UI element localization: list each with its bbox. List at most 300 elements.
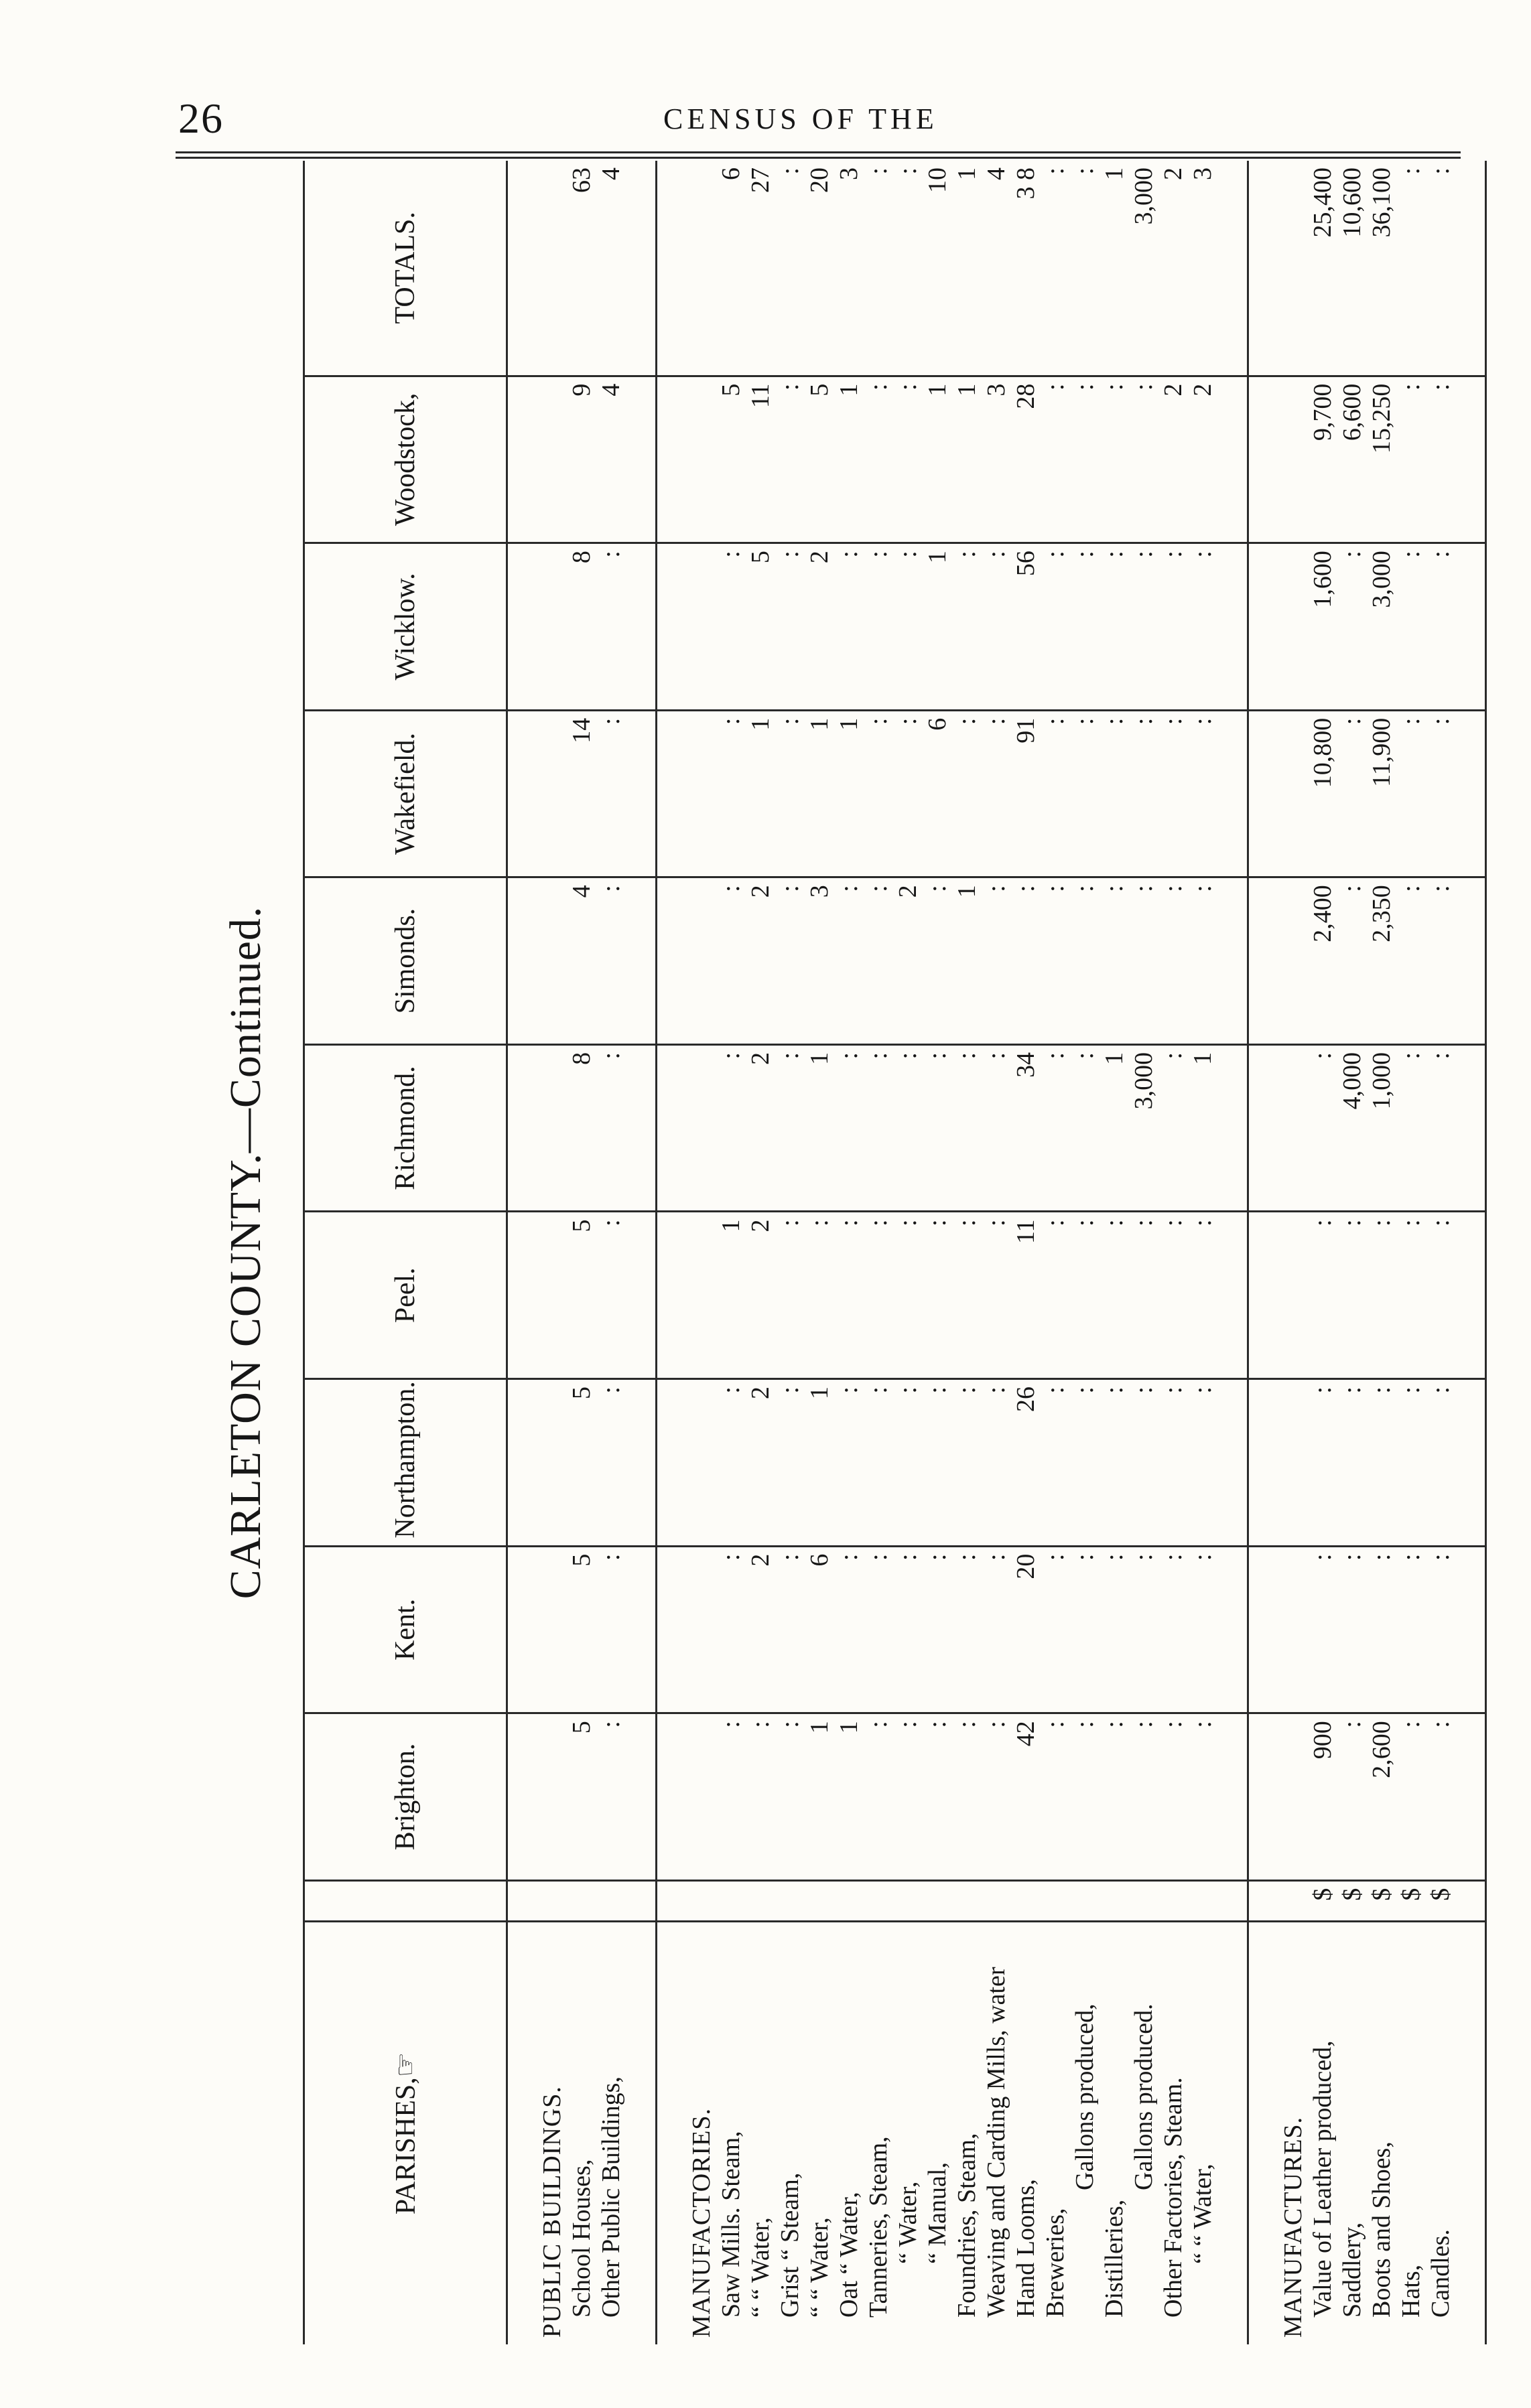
- cell-value: 3: [982, 383, 1010, 397]
- spacer: [657, 1554, 687, 1706]
- spacer: [537, 1721, 567, 1873]
- cell-value: :: [1041, 1721, 1069, 1728]
- cell-value: :: [1159, 551, 1187, 558]
- cell-value: :: [1071, 383, 1099, 391]
- parish-header: Northampton.: [304, 1379, 507, 1547]
- row-labels: [507, 1921, 657, 2344]
- cell-value: 5: [568, 1387, 596, 1400]
- cell-value: :: [953, 1721, 981, 1728]
- spacer: [508, 1387, 537, 1539]
- dollar-sign: [1188, 1888, 1217, 1914]
- parish-values: [1248, 1379, 1486, 1547]
- row-label: Gallons produced.: [1130, 2003, 1158, 2190]
- total-value: :: [1426, 167, 1455, 175]
- parish-header: Richmond.: [304, 1044, 507, 1212]
- spacer: [687, 551, 716, 703]
- parish-values: [657, 376, 1248, 543]
- cell-value: :: [776, 1052, 804, 1060]
- cell-value: :: [923, 1052, 951, 1060]
- spacer: [626, 1929, 655, 2338]
- cell-value: :: [1159, 1721, 1187, 1728]
- cell-value: :: [1130, 885, 1158, 892]
- parish-values: [507, 543, 657, 711]
- cell-value: 8: [568, 551, 596, 564]
- dollar-sign: $: [1368, 1888, 1396, 1901]
- dollar-sign: [952, 1888, 982, 1914]
- spacer: [687, 384, 716, 536]
- spacer: [1249, 1052, 1278, 1204]
- total-value: 20: [805, 167, 834, 193]
- spacer: [1278, 384, 1308, 536]
- spacer: [1249, 167, 1278, 368]
- parish-values: [1248, 710, 1486, 877]
- cell-value: 2: [746, 1553, 775, 1567]
- cell-value: :: [1397, 1553, 1425, 1561]
- cell-value: 1: [805, 1387, 834, 1400]
- cell-value: :: [1368, 1219, 1396, 1227]
- totals-values: [657, 161, 1248, 376]
- total-value: 1: [953, 167, 981, 180]
- dollar-signs: [1248, 1880, 1486, 1921]
- cell-value: 4,000: [1338, 1052, 1366, 1110]
- header-rule: [176, 151, 1461, 153]
- spacer: [657, 1387, 687, 1539]
- cell-value: :: [894, 1052, 922, 1060]
- cell-value: :: [1397, 383, 1425, 391]
- cell-value: :: [776, 717, 804, 725]
- total-value: 25,400: [1309, 167, 1337, 238]
- cell-value: :: [717, 1387, 745, 1394]
- cell-value: :: [1041, 1052, 1069, 1060]
- row-label: “ Manual,: [923, 2162, 951, 2264]
- totals-header: TOTALS.: [304, 161, 507, 376]
- cell-value: :: [1041, 1387, 1069, 1394]
- spacer: [508, 1219, 537, 1371]
- spacer: [537, 1387, 567, 1539]
- cell-value: :: [717, 1052, 745, 1060]
- total-value: 10,600: [1338, 167, 1366, 238]
- cell-value: :: [1338, 1387, 1366, 1394]
- cell-value: :: [776, 885, 804, 892]
- cell-value: :: [864, 1387, 892, 1394]
- cell-value: 56: [1012, 551, 1040, 577]
- spacer: [657, 384, 687, 536]
- cell-value: :: [597, 1052, 625, 1060]
- cell-value: :: [805, 1219, 834, 1227]
- cell-value: :: [953, 1052, 981, 1060]
- cell-value: :: [1071, 1387, 1099, 1394]
- parish-values: [507, 710, 657, 877]
- cell-value: :: [864, 1553, 892, 1561]
- dollar-sign: [1100, 1888, 1129, 1914]
- parish-values: [1248, 1546, 1486, 1713]
- row-label: School Houses,: [568, 2159, 596, 2318]
- total-value: 3,000: [1130, 167, 1158, 225]
- parish-values: [507, 1546, 657, 1713]
- cell-value: :: [864, 885, 892, 892]
- cell-value: :: [1368, 1553, 1396, 1561]
- parish-values: [657, 1546, 1248, 1713]
- spacer: [687, 1721, 716, 1873]
- spacer: [1278, 551, 1308, 703]
- row-label: Other Factories, Steam.: [1159, 2077, 1187, 2318]
- row-label: Hats,: [1397, 2264, 1425, 2318]
- spacer: [1249, 1554, 1278, 1706]
- total-value: 4: [597, 167, 625, 180]
- cell-value: :: [1159, 885, 1187, 892]
- spacer: [657, 885, 687, 1037]
- cell-value: :: [835, 1387, 863, 1394]
- row-label: Foundries, Steam,: [953, 2133, 981, 2318]
- spacer: [508, 1554, 537, 1706]
- dollar-sign: $: [1338, 1888, 1366, 1901]
- cell-value: :: [597, 1553, 625, 1561]
- cell-value: :: [776, 383, 804, 391]
- dollar-sign: [834, 1888, 864, 1914]
- cell-value: :: [1100, 885, 1128, 892]
- row-label: Boots and Shoes,: [1368, 2141, 1396, 2318]
- parish-values: [1248, 1713, 1486, 1881]
- cell-value: 9: [568, 383, 596, 397]
- cell-value: :: [1071, 1052, 1099, 1060]
- spacer: [1278, 1721, 1308, 1873]
- cell-value: :: [1041, 551, 1069, 558]
- cell-value: :: [597, 551, 625, 558]
- spacer: [508, 885, 537, 1037]
- cell-value: :: [953, 1387, 981, 1394]
- cell-value: :: [1189, 1553, 1217, 1561]
- cell-value: :: [864, 1052, 892, 1060]
- spacer: [657, 1052, 687, 1204]
- total-value: 1: [1100, 167, 1128, 180]
- cell-value: 26: [1012, 1387, 1040, 1413]
- cell-value: :: [1041, 885, 1069, 892]
- dollar-sign: [982, 1888, 1011, 1914]
- table-title: CARLETON COUNTY.—Continued.: [221, 906, 270, 1600]
- cell-value: :: [953, 717, 981, 725]
- cell-value: :: [1041, 383, 1069, 391]
- rotated-table: [182, 161, 1455, 2344]
- cell-value: :: [864, 551, 892, 558]
- cell-value: :: [597, 1721, 625, 1728]
- census-table: [303, 161, 1487, 2344]
- cell-value: :: [1189, 551, 1217, 558]
- cell-value: :: [1397, 717, 1425, 725]
- total-value: 4: [982, 167, 1010, 180]
- cell-value: 1: [835, 717, 863, 731]
- cell-value: 2: [746, 1219, 775, 1232]
- cell-value: :: [1189, 1721, 1217, 1728]
- cell-value: :: [1426, 1219, 1455, 1227]
- dollar-sign: [567, 1888, 596, 1914]
- row-label: Hand Looms,: [1012, 2179, 1040, 2318]
- spacer: [1249, 551, 1278, 703]
- cell-value: :: [1071, 717, 1099, 725]
- cell-value: :: [1041, 1553, 1069, 1561]
- cell-value: :: [1338, 885, 1366, 892]
- dollar-header: [304, 1880, 507, 1921]
- spacer: [537, 1888, 567, 1914]
- cell-value: :: [1309, 1052, 1337, 1060]
- cell-value: :: [835, 1219, 863, 1227]
- spacer: [537, 1052, 567, 1204]
- spacer: [508, 1888, 537, 1914]
- rotated-table-region: [182, 161, 1455, 2344]
- cell-value: :: [717, 551, 745, 558]
- spacer: [537, 885, 567, 1037]
- spacer: [687, 885, 716, 1037]
- total-value: 3 8: [1012, 167, 1040, 200]
- cell-value: 5: [746, 551, 775, 564]
- cell-value: :: [776, 1553, 804, 1561]
- cell-value: :: [1397, 885, 1425, 892]
- cell-value: :: [1397, 1219, 1425, 1227]
- cell-value: 2: [1189, 383, 1217, 397]
- cell-value: :: [1130, 1553, 1158, 1561]
- cell-value: :: [1130, 1387, 1158, 1394]
- cell-value: :: [1071, 1553, 1099, 1561]
- cell-value: :: [1041, 717, 1069, 725]
- cell-value: :: [1309, 1219, 1337, 1227]
- dollar-sign: [923, 1888, 952, 1914]
- parish-values: [657, 1713, 1248, 1881]
- cell-value: :: [1338, 1721, 1366, 1728]
- spacer: [1278, 1052, 1308, 1204]
- total-value: 6: [717, 167, 745, 180]
- cell-value: :: [1426, 383, 1455, 391]
- cell-value: :: [1368, 1387, 1396, 1394]
- spacer: [1278, 1219, 1308, 1371]
- dollar-signs: [657, 1880, 1248, 1921]
- cell-value: :: [864, 383, 892, 391]
- cell-value: :: [717, 885, 745, 892]
- cell-value: 1,000: [1368, 1052, 1396, 1110]
- row-label: Gallons produced,: [1071, 2003, 1099, 2190]
- spacer: [537, 718, 567, 870]
- cell-value: :: [1100, 1721, 1128, 1728]
- cell-value: :: [776, 1721, 804, 1728]
- cell-value: 5: [805, 383, 834, 397]
- cell-value: :: [1159, 1052, 1187, 1060]
- cell-value: 11,900: [1368, 717, 1396, 787]
- cell-value: :: [1071, 885, 1099, 892]
- spacer: [1278, 885, 1308, 1037]
- spacer: [657, 1721, 687, 1873]
- cell-value: :: [894, 1721, 922, 1728]
- cell-value: 2,350: [1368, 885, 1396, 942]
- cell-value: :: [1189, 717, 1217, 725]
- cell-value: :: [1338, 1553, 1366, 1561]
- cell-value: 20: [1012, 1553, 1040, 1579]
- section-title: PUBLIC BUILDINGS.: [538, 2086, 566, 2338]
- cell-value: 9,700: [1309, 383, 1337, 441]
- parish-header: Woodstock,: [304, 376, 507, 543]
- cell-value: :: [1159, 1553, 1187, 1561]
- cell-value: 1: [805, 1721, 834, 1734]
- dollar-sign: [805, 1888, 834, 1914]
- parish-header: Peel.: [304, 1212, 507, 1379]
- cell-value: :: [1130, 383, 1158, 391]
- dollar-sign: [746, 1888, 775, 1914]
- total-value: :: [1397, 167, 1425, 175]
- spacer: [657, 718, 687, 870]
- cell-value: :: [953, 1553, 981, 1561]
- spacer: [1455, 1929, 1485, 2338]
- cell-value: 3,000: [1130, 1052, 1158, 1110]
- section-block: [507, 161, 657, 2344]
- spacer: [1278, 1888, 1308, 1914]
- cell-value: :: [1071, 1721, 1099, 1728]
- spacer: [687, 1219, 716, 1371]
- cell-value: :: [1100, 1387, 1128, 1394]
- cell-value: 8: [568, 1052, 596, 1065]
- parish-values: [1248, 1212, 1486, 1379]
- cell-value: 1: [923, 551, 951, 564]
- spacer: [508, 551, 537, 703]
- spacer: [537, 384, 567, 536]
- census-body: [507, 161, 1486, 2344]
- cell-value: :: [1130, 1721, 1158, 1728]
- cell-value: :: [894, 1553, 922, 1561]
- dollar-sign: [716, 1888, 746, 1914]
- cell-value: 2,400: [1309, 885, 1337, 942]
- cell-value: 2: [1159, 383, 1187, 397]
- total-value: 10: [923, 167, 951, 193]
- cell-value: 4: [568, 885, 596, 898]
- cell-value: 3: [805, 885, 834, 898]
- spacer: [1249, 1929, 1278, 2338]
- parish-values: [657, 710, 1248, 877]
- page-header: [0, 0, 1531, 161]
- cell-value: :: [1100, 383, 1128, 391]
- cell-value: :: [1426, 717, 1455, 725]
- cell-value: :: [864, 1219, 892, 1227]
- cell-value: 5: [717, 383, 745, 397]
- total-value: :: [864, 167, 892, 175]
- dollar-signs: [507, 1880, 657, 1921]
- cell-value: 3,000: [1368, 551, 1396, 608]
- cell-value: 2: [746, 885, 775, 898]
- row-label: Distilleries,: [1100, 2199, 1128, 2318]
- row-label: Other Public Buildings,: [597, 2076, 625, 2318]
- parish-values: [507, 1379, 657, 1547]
- spacer: [537, 1219, 567, 1371]
- cell-value: :: [894, 1387, 922, 1394]
- spacer: [508, 718, 537, 870]
- cell-value: :: [1338, 1219, 1366, 1227]
- spacer: [687, 1387, 716, 1539]
- parish-values: [507, 1713, 657, 1881]
- parish-values: [507, 376, 657, 543]
- cell-value: :: [835, 885, 863, 892]
- dollar-sign: [864, 1888, 893, 1914]
- parish-values: [657, 1212, 1248, 1379]
- parish-values: [657, 543, 1248, 711]
- cell-value: 34: [1012, 1052, 1040, 1078]
- cell-value: :: [1159, 1219, 1187, 1227]
- cell-value: :: [1426, 1387, 1455, 1394]
- cell-value: :: [835, 1052, 863, 1060]
- parishes-header: PARISHES,☞: [304, 1921, 507, 2344]
- cell-value: :: [717, 717, 745, 725]
- parish-header: Simonds.: [304, 877, 507, 1045]
- cell-value: :: [982, 885, 1010, 892]
- spacer: [508, 167, 537, 368]
- cell-value: 1,600: [1309, 551, 1337, 608]
- cell-value: :: [1397, 1721, 1425, 1728]
- cell-value: :: [894, 383, 922, 391]
- cell-value: :: [1130, 551, 1158, 558]
- row-label: Tanneries, Steam,: [864, 2136, 892, 2318]
- totals-values: [1248, 161, 1486, 376]
- spacer: [537, 1554, 567, 1706]
- row-label: Value of Leather produced,: [1309, 2040, 1337, 2318]
- header-rule: [176, 157, 1461, 159]
- cell-value: :: [1100, 1219, 1128, 1227]
- cell-value: :: [894, 717, 922, 725]
- spacer: [1249, 1387, 1278, 1539]
- parish-values: [507, 1212, 657, 1379]
- cell-value: :: [982, 1052, 1010, 1060]
- cell-value: 11: [1012, 1219, 1040, 1245]
- cell-value: :: [982, 717, 1010, 725]
- row-label: “ “ Water,: [1189, 2164, 1217, 2264]
- cell-value: 1: [835, 1721, 863, 1734]
- cell-value: 1: [805, 1052, 834, 1065]
- cell-value: :: [1100, 551, 1128, 558]
- spacer: [657, 1929, 687, 2338]
- parish-values: [657, 1379, 1248, 1547]
- cell-value: :: [982, 1387, 1010, 1394]
- spacer: [657, 1888, 687, 1914]
- cell-value: :: [982, 1219, 1010, 1227]
- spacer: [687, 1554, 716, 1706]
- cell-value: :: [923, 1387, 951, 1394]
- spacer: [687, 1052, 716, 1204]
- row-label: Breweries,: [1041, 2208, 1069, 2318]
- header-row: [304, 161, 507, 2344]
- parish-values: [657, 1044, 1248, 1212]
- row-label: Saddlery,: [1338, 2222, 1366, 2318]
- spacer: [508, 1929, 537, 2338]
- spacer: [508, 1721, 537, 1873]
- cell-value: 1: [717, 1219, 745, 1232]
- spacer: [657, 551, 687, 703]
- cell-value: 2: [746, 1387, 775, 1400]
- cell-value: :: [1071, 551, 1099, 558]
- cell-value: 1: [1189, 1052, 1217, 1065]
- cell-value: 2: [805, 551, 834, 564]
- cell-value: :: [982, 1553, 1010, 1561]
- spacer: [687, 167, 716, 368]
- total-value: 3: [835, 167, 863, 180]
- dollar-sign: [1041, 1888, 1070, 1914]
- spacer: [508, 1052, 537, 1204]
- cell-value: 5: [568, 1721, 596, 1734]
- dollar-sign: $: [1309, 1888, 1337, 1901]
- cell-value: :: [717, 1553, 745, 1561]
- spacer: [1278, 1554, 1308, 1706]
- parish-header: Kent.: [304, 1546, 507, 1713]
- spacer: [1249, 718, 1278, 870]
- dollar-sign: $: [1397, 1888, 1425, 1901]
- cell-value: 2: [894, 885, 922, 898]
- cell-value: :: [894, 1219, 922, 1227]
- cell-value: 1: [805, 717, 834, 731]
- cell-value: :: [597, 1219, 625, 1227]
- dollar-sign: [596, 1888, 626, 1914]
- cell-value: :: [746, 1721, 775, 1728]
